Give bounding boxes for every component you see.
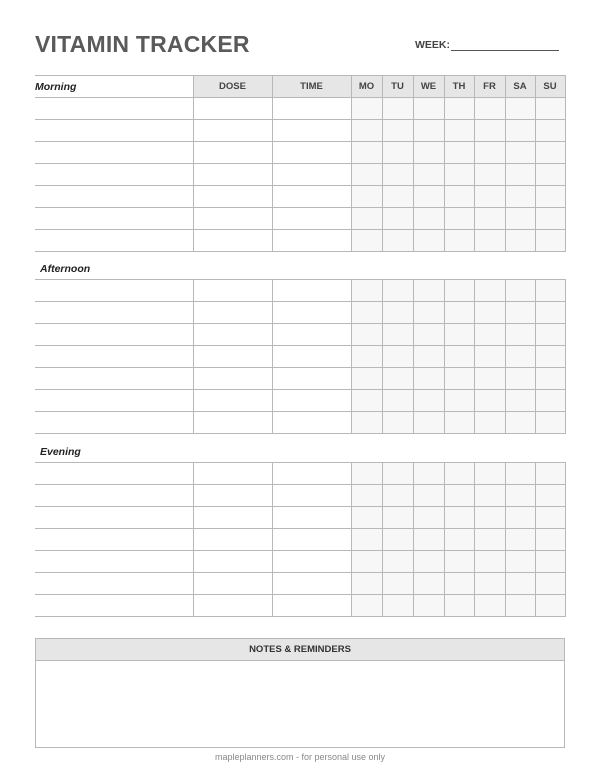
day-check-tu[interactable] [382, 551, 413, 573]
dose-cell[interactable] [193, 529, 272, 551]
time-cell[interactable] [272, 346, 351, 368]
day-check-we[interactable] [413, 302, 444, 324]
morning-table [35, 75, 566, 252]
day-check-th[interactable] [444, 324, 474, 346]
day-check-tu[interactable] [382, 346, 413, 368]
day-header-su: SU [535, 76, 565, 98]
notes-box [35, 638, 565, 748]
day-header-th: TH [444, 76, 474, 98]
day-check-we[interactable] [413, 485, 444, 507]
day-check-we[interactable] [413, 463, 444, 485]
day-check-tu[interactable] [382, 208, 413, 230]
time-cell[interactable] [272, 412, 351, 434]
tracker-row [35, 529, 565, 551]
day-check-th[interactable] [444, 368, 474, 390]
day-check-sa[interactable] [505, 324, 535, 346]
vitamin-name-cell[interactable] [35, 324, 193, 346]
day-check-sa[interactable] [505, 120, 535, 142]
day-check-we[interactable] [413, 412, 444, 434]
day-check-th[interactable] [444, 142, 474, 164]
day-check-tu[interactable] [382, 595, 413, 617]
day-check-tu[interactable] [382, 412, 413, 434]
vitamin-name-cell[interactable] [35, 368, 193, 390]
day-check-we[interactable] [413, 230, 444, 252]
day-check-su[interactable] [535, 463, 565, 485]
day-check-fr[interactable] [474, 208, 505, 230]
notes-heading: NOTES & REMINDERS [36, 639, 564, 661]
day-check-mo[interactable] [351, 507, 382, 529]
day-check-we[interactable] [413, 346, 444, 368]
day-header-sa: SA [505, 76, 535, 98]
day-check-we[interactable] [413, 551, 444, 573]
day-header-we: WE [413, 76, 444, 98]
day-check-sa[interactable] [505, 280, 535, 302]
day-check-th[interactable] [444, 551, 474, 573]
day-check-su[interactable] [535, 595, 565, 617]
section-label-afternoon: Afternoon [40, 263, 91, 275]
tracker-row [35, 346, 565, 368]
day-check-mo[interactable] [351, 164, 382, 186]
day-check-we[interactable] [413, 120, 444, 142]
vitamin-name-cell[interactable] [35, 98, 193, 120]
day-check-fr[interactable] [474, 230, 505, 252]
day-check-th[interactable] [444, 120, 474, 142]
section-label-morning: Morning [35, 80, 77, 93]
day-check-su[interactable] [535, 573, 565, 595]
day-check-fr[interactable] [474, 507, 505, 529]
day-check-we[interactable] [413, 595, 444, 617]
day-check-su[interactable] [535, 368, 565, 390]
day-check-su[interactable] [535, 142, 565, 164]
day-check-th[interactable] [444, 164, 474, 186]
dose-cell[interactable] [193, 208, 272, 230]
day-check-we[interactable] [413, 390, 444, 412]
day-check-sa[interactable] [505, 142, 535, 164]
day-check-th[interactable] [444, 529, 474, 551]
day-check-su[interactable] [535, 551, 565, 573]
day-check-we[interactable] [413, 142, 444, 164]
day-check-fr[interactable] [474, 595, 505, 617]
day-check-th[interactable] [444, 595, 474, 617]
day-check-we[interactable] [413, 573, 444, 595]
vitamin-name-cell[interactable] [35, 302, 193, 324]
time-cell[interactable] [272, 551, 351, 573]
day-check-th[interactable] [444, 280, 474, 302]
day-check-su[interactable] [535, 120, 565, 142]
day-check-tu[interactable] [382, 98, 413, 120]
dose-cell[interactable] [193, 412, 272, 434]
day-check-fr[interactable] [474, 346, 505, 368]
day-check-sa[interactable] [505, 346, 535, 368]
time-cell[interactable] [272, 507, 351, 529]
day-check-mo[interactable] [351, 412, 382, 434]
day-check-th[interactable] [444, 346, 474, 368]
day-check-fr[interactable] [474, 324, 505, 346]
dose-cell[interactable] [193, 551, 272, 573]
dose-cell[interactable] [193, 595, 272, 617]
day-check-th[interactable] [444, 186, 474, 208]
dose-cell[interactable] [193, 463, 272, 485]
day-check-mo[interactable] [351, 595, 382, 617]
day-check-tu[interactable] [382, 164, 413, 186]
dose-cell[interactable] [193, 142, 272, 164]
afternoon-table [35, 279, 566, 434]
tracker-row [35, 142, 565, 164]
day-check-mo[interactable] [351, 463, 382, 485]
vitamin-name-cell[interactable] [35, 529, 193, 551]
day-check-sa[interactable] [505, 368, 535, 390]
tracker-row [35, 390, 565, 412]
day-check-mo[interactable] [351, 573, 382, 595]
time-cell[interactable] [272, 463, 351, 485]
day-check-th[interactable] [444, 230, 474, 252]
day-check-mo[interactable] [351, 280, 382, 302]
time-cell[interactable] [272, 529, 351, 551]
vitamin-name-cell[interactable] [35, 595, 193, 617]
time-cell[interactable] [272, 302, 351, 324]
week-field [415, 39, 559, 51]
vitamin-name-cell[interactable] [35, 186, 193, 208]
day-check-su[interactable] [535, 164, 565, 186]
vitamin-name-cell[interactable] [35, 551, 193, 573]
day-check-fr[interactable] [474, 485, 505, 507]
day-check-tu[interactable] [382, 390, 413, 412]
vitamin-name-cell[interactable] [35, 280, 193, 302]
day-check-su[interactable] [535, 302, 565, 324]
day-header-tu: TU [382, 76, 413, 98]
tracker-row [35, 485, 565, 507]
day-check-sa[interactable] [505, 463, 535, 485]
day-check-su[interactable] [535, 324, 565, 346]
day-check-tu[interactable] [382, 573, 413, 595]
day-check-fr[interactable] [474, 98, 505, 120]
dose-header: DOSE [193, 76, 272, 98]
day-check-su[interactable] [535, 208, 565, 230]
tracker-row [35, 186, 565, 208]
time-cell[interactable] [272, 186, 351, 208]
day-check-su[interactable] [535, 485, 565, 507]
tracker-row [35, 280, 565, 302]
day-header-mo: MO [351, 76, 382, 98]
time-cell[interactable] [272, 390, 351, 412]
section-header-cell [35, 76, 193, 98]
vitamin-name-cell[interactable] [35, 230, 193, 252]
day-check-fr[interactable] [474, 280, 505, 302]
day-check-sa[interactable] [505, 412, 535, 434]
dose-cell[interactable] [193, 507, 272, 529]
day-check-su[interactable] [535, 390, 565, 412]
vitamin-name-cell[interactable] [35, 412, 193, 434]
day-check-fr[interactable] [474, 142, 505, 164]
time-cell[interactable] [272, 208, 351, 230]
tracker-row [35, 595, 565, 617]
day-check-tu[interactable] [382, 230, 413, 252]
day-check-su[interactable] [535, 230, 565, 252]
dose-cell[interactable] [193, 346, 272, 368]
time-cell[interactable] [272, 485, 351, 507]
day-check-we[interactable] [413, 324, 444, 346]
dose-cell[interactable] [193, 120, 272, 142]
day-check-we[interactable] [413, 164, 444, 186]
day-check-mo[interactable] [351, 98, 382, 120]
dose-cell[interactable] [193, 164, 272, 186]
day-check-th[interactable] [444, 390, 474, 412]
day-check-mo[interactable] [351, 368, 382, 390]
day-check-tu[interactable] [382, 302, 413, 324]
day-check-su[interactable] [535, 280, 565, 302]
vitamin-name-cell[interactable] [35, 485, 193, 507]
day-check-mo[interactable] [351, 390, 382, 412]
day-check-sa[interactable] [505, 230, 535, 252]
day-check-tu[interactable] [382, 485, 413, 507]
day-check-su[interactable] [535, 98, 565, 120]
time-cell[interactable] [272, 368, 351, 390]
day-check-sa[interactable] [505, 485, 535, 507]
day-check-fr[interactable] [474, 186, 505, 208]
day-check-fr[interactable] [474, 390, 505, 412]
day-check-we[interactable] [413, 507, 444, 529]
week-label: WEEK: [415, 39, 450, 51]
day-check-fr[interactable] [474, 529, 505, 551]
tracker-row [35, 164, 565, 186]
day-check-th[interactable] [444, 485, 474, 507]
day-check-mo[interactable] [351, 142, 382, 164]
day-check-th[interactable] [444, 412, 474, 434]
day-check-mo[interactable] [351, 346, 382, 368]
day-check-tu[interactable] [382, 142, 413, 164]
day-check-sa[interactable] [505, 186, 535, 208]
day-check-th[interactable] [444, 573, 474, 595]
day-check-sa[interactable] [505, 208, 535, 230]
day-check-tu[interactable] [382, 324, 413, 346]
tracker-row [35, 573, 565, 595]
time-cell[interactable] [272, 98, 351, 120]
day-check-mo[interactable] [351, 302, 382, 324]
vitamin-name-cell[interactable] [35, 507, 193, 529]
tracker-row [35, 324, 565, 346]
dose-cell[interactable] [193, 390, 272, 412]
day-check-su[interactable] [535, 412, 565, 434]
day-check-tu[interactable] [382, 463, 413, 485]
day-check-su[interactable] [535, 529, 565, 551]
header-row [35, 76, 565, 98]
tracker-row [35, 368, 565, 390]
day-header-fr: FR [474, 76, 505, 98]
day-check-sa[interactable] [505, 507, 535, 529]
day-check-tu[interactable] [382, 529, 413, 551]
day-check-th[interactable] [444, 98, 474, 120]
day-check-we[interactable] [413, 280, 444, 302]
dose-cell[interactable] [193, 368, 272, 390]
day-check-th[interactable] [444, 507, 474, 529]
day-check-sa[interactable] [505, 529, 535, 551]
time-header: TIME [272, 76, 351, 98]
day-check-tu[interactable] [382, 280, 413, 302]
day-check-mo[interactable] [351, 529, 382, 551]
day-check-tu[interactable] [382, 368, 413, 390]
time-cell[interactable] [272, 324, 351, 346]
day-check-fr[interactable] [474, 463, 505, 485]
day-check-tu[interactable] [382, 120, 413, 142]
section-label-evening: Evening [40, 446, 81, 458]
vitamin-name-cell[interactable] [35, 120, 193, 142]
day-check-th[interactable] [444, 208, 474, 230]
vitamin-name-cell[interactable] [35, 346, 193, 368]
vitamin-name-cell[interactable] [35, 208, 193, 230]
evening-table [35, 462, 566, 617]
time-cell[interactable] [272, 230, 351, 252]
day-check-sa[interactable] [505, 98, 535, 120]
day-check-we[interactable] [413, 529, 444, 551]
day-check-fr[interactable] [474, 573, 505, 595]
day-check-we[interactable] [413, 186, 444, 208]
day-check-mo[interactable] [351, 485, 382, 507]
dose-cell[interactable] [193, 186, 272, 208]
tracker-row [35, 230, 565, 252]
day-check-mo[interactable] [351, 551, 382, 573]
day-check-we[interactable] [413, 98, 444, 120]
tracker-row [35, 98, 565, 120]
day-check-sa[interactable] [505, 573, 535, 595]
day-check-tu[interactable] [382, 186, 413, 208]
dose-cell[interactable] [193, 98, 272, 120]
day-check-fr[interactable] [474, 120, 505, 142]
week-input-line[interactable] [451, 39, 559, 51]
day-check-su[interactable] [535, 346, 565, 368]
time-cell[interactable] [272, 573, 351, 595]
tracker-row [35, 208, 565, 230]
vitamin-name-cell[interactable] [35, 164, 193, 186]
tracker-row [35, 302, 565, 324]
day-check-mo[interactable] [351, 230, 382, 252]
day-check-fr[interactable] [474, 412, 505, 434]
tracker-row [35, 551, 565, 573]
footer-text: mapleplanners.com - for personal use only [214, 752, 386, 762]
day-check-sa[interactable] [505, 390, 535, 412]
vitamin-name-cell[interactable] [35, 573, 193, 595]
vitamin-name-cell[interactable] [35, 390, 193, 412]
tracker-row [35, 120, 565, 142]
time-cell[interactable] [272, 142, 351, 164]
day-check-sa[interactable] [505, 595, 535, 617]
dose-cell[interactable] [193, 280, 272, 302]
day-check-su[interactable] [535, 507, 565, 529]
day-check-fr[interactable] [474, 368, 505, 390]
vitamin-name-cell[interactable] [35, 463, 193, 485]
day-check-we[interactable] [413, 208, 444, 230]
vitamin-name-cell[interactable] [35, 142, 193, 164]
day-check-sa[interactable] [505, 551, 535, 573]
dose-cell[interactable] [193, 573, 272, 595]
tracker-row [35, 412, 565, 434]
dose-cell[interactable] [193, 230, 272, 252]
day-check-mo[interactable] [351, 208, 382, 230]
tracker-row [35, 507, 565, 529]
day-check-sa[interactable] [505, 164, 535, 186]
day-check-mo[interactable] [351, 120, 382, 142]
notes-area[interactable] [36, 661, 564, 747]
day-check-fr[interactable] [474, 551, 505, 573]
day-check-we[interactable] [413, 368, 444, 390]
day-check-tu[interactable] [382, 507, 413, 529]
day-check-sa[interactable] [505, 302, 535, 324]
page-title: VITAMIN TRACKER [35, 31, 250, 57]
time-cell[interactable] [272, 164, 351, 186]
day-check-su[interactable] [535, 186, 565, 208]
time-cell[interactable] [272, 280, 351, 302]
dose-cell[interactable] [193, 485, 272, 507]
time-cell[interactable] [272, 595, 351, 617]
day-check-mo[interactable] [351, 324, 382, 346]
day-check-th[interactable] [444, 302, 474, 324]
day-check-fr[interactable] [474, 164, 505, 186]
dose-cell[interactable] [193, 302, 272, 324]
day-check-th[interactable] [444, 463, 474, 485]
dose-cell[interactable] [193, 324, 272, 346]
tracker-row [35, 463, 565, 485]
day-check-mo[interactable] [351, 186, 382, 208]
day-check-fr[interactable] [474, 302, 505, 324]
time-cell[interactable] [272, 120, 351, 142]
